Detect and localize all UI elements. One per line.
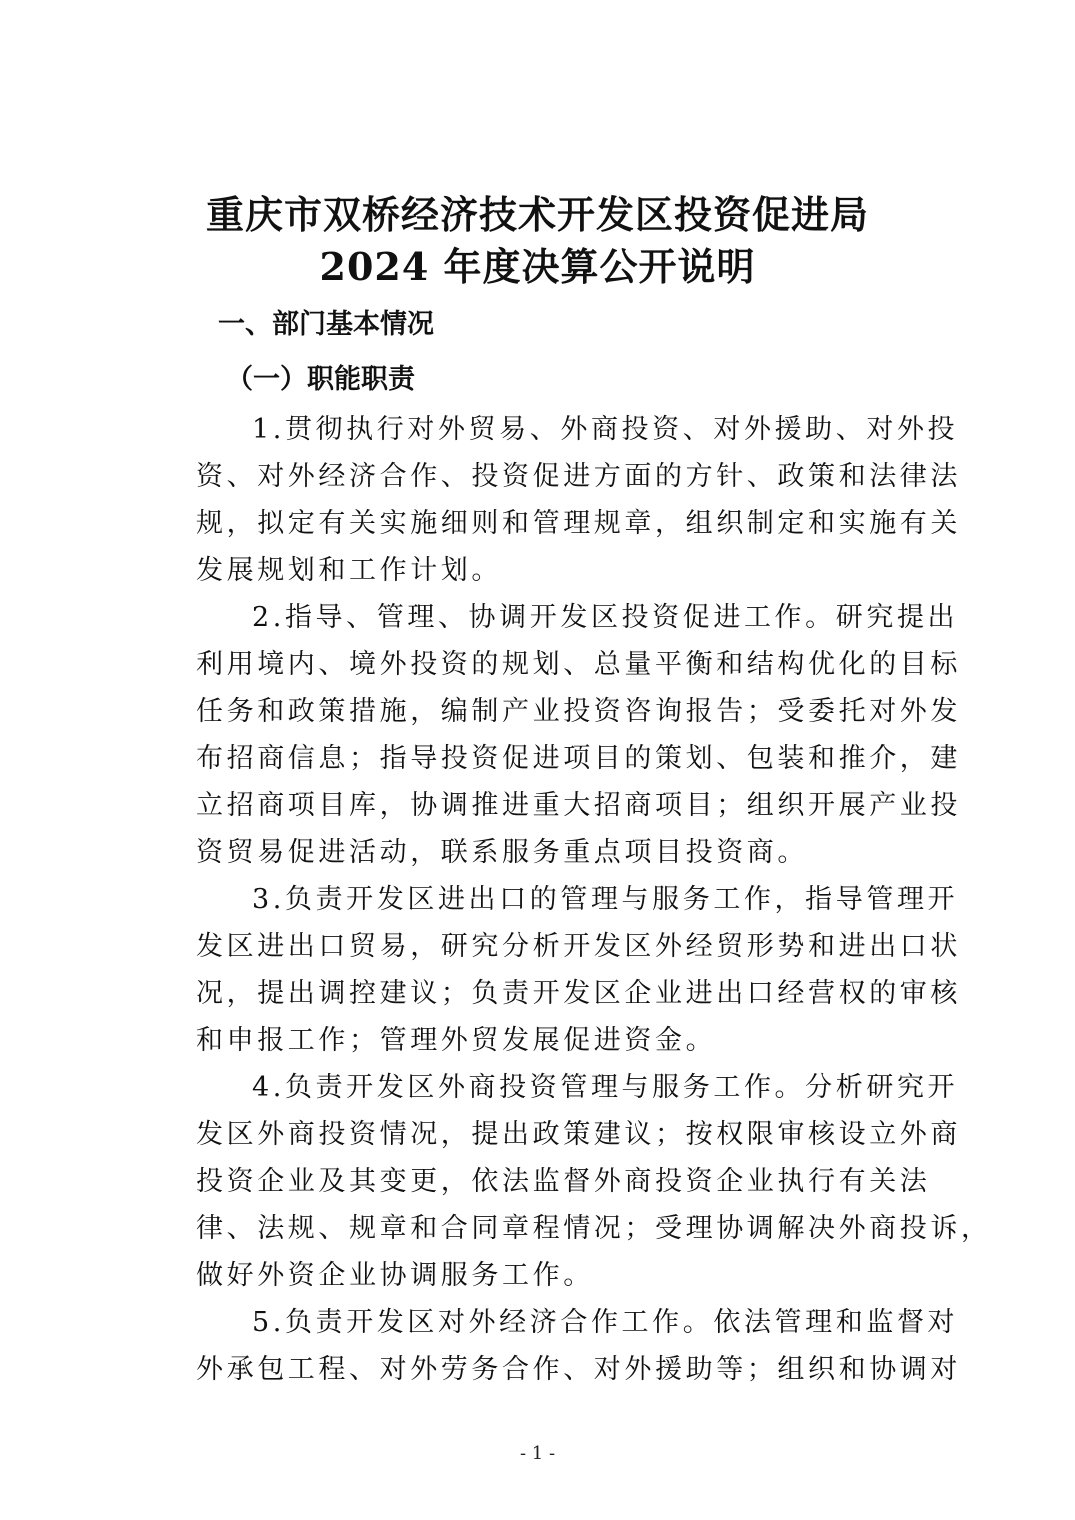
body-paragraph-line: 律、法规、规章和合同章程情况；受理协调解决外商投诉， bbox=[196, 1213, 992, 1244]
page-number: - 1 - bbox=[519, 1443, 556, 1464]
body-paragraph-line: 5.负责开发区对外经济合作工作。依法管理和监督对 bbox=[252, 1307, 959, 1338]
body-paragraph-line: 3.负责开发区进出口的管理与服务工作，指导管理开 bbox=[252, 884, 959, 915]
body-paragraph-line: 立招商项目库，协调推进重大招商项目；组织开展产业投 bbox=[196, 790, 961, 821]
body-paragraph-line: 4.负责开发区外商投资管理与服务工作。分析研究开 bbox=[252, 1072, 959, 1103]
document-title-line-1: 重庆市双桥经济技术开发区投资促进局 bbox=[205, 192, 869, 237]
body-paragraph-line: 发展规划和工作计划。 bbox=[196, 555, 502, 586]
body-paragraph-line: 2.指导、管理、协调开发区投资促进工作。研究提出 bbox=[252, 602, 959, 633]
body-paragraph-line: 资贸易促进活动，联系服务重点项目投资商。 bbox=[196, 837, 808, 868]
body-paragraph-line: 发区进出口贸易，研究分析开发区外经贸形势和进出口状 bbox=[196, 931, 961, 962]
body-paragraph-line: 1.贯彻执行对外贸易、外商投资、对外援助、对外投 bbox=[252, 414, 959, 445]
body-paragraph-line: 任务和政策措施，编制产业投资咨询报告；受委托对外发 bbox=[196, 696, 961, 727]
body-paragraph-line: 外承包工程、对外劳务合作、对外援助等；组织和协调对 bbox=[196, 1354, 961, 1385]
body-paragraph-line: 规，拟定有关实施细则和管理规章，组织制定和实施有关 bbox=[196, 508, 961, 539]
body-paragraph-line: 布招商信息；指导投资促进项目的策划、包装和推介，建 bbox=[196, 743, 961, 774]
document-title-line-2: 2024 年度决算公开说明 bbox=[319, 244, 756, 289]
subsection-heading: （一）职能职责 bbox=[226, 364, 415, 395]
body-paragraph-line: 资、对外经济合作、投资促进方面的方针、政策和法律法 bbox=[196, 461, 961, 492]
body-paragraph-line: 和申报工作；管理外贸发展促进资金。 bbox=[196, 1025, 717, 1056]
section-heading: 一、部门基本情况 bbox=[218, 309, 434, 340]
body-paragraph-line: 况，提出调控建议；负责开发区企业进出口经营权的审核 bbox=[196, 978, 961, 1009]
body-paragraph-line: 投资企业及其变更，依法监督外商投资企业执行有关法 bbox=[196, 1166, 931, 1197]
body-paragraph-line: 利用境内、境外投资的规划、总量平衡和结构优化的目标 bbox=[196, 649, 961, 680]
body-paragraph-line: 做好外资企业协调服务工作。 bbox=[196, 1260, 594, 1291]
body-paragraph-line: 发区外商投资情况，提出政策建议；按权限审核设立外商 bbox=[196, 1119, 961, 1150]
